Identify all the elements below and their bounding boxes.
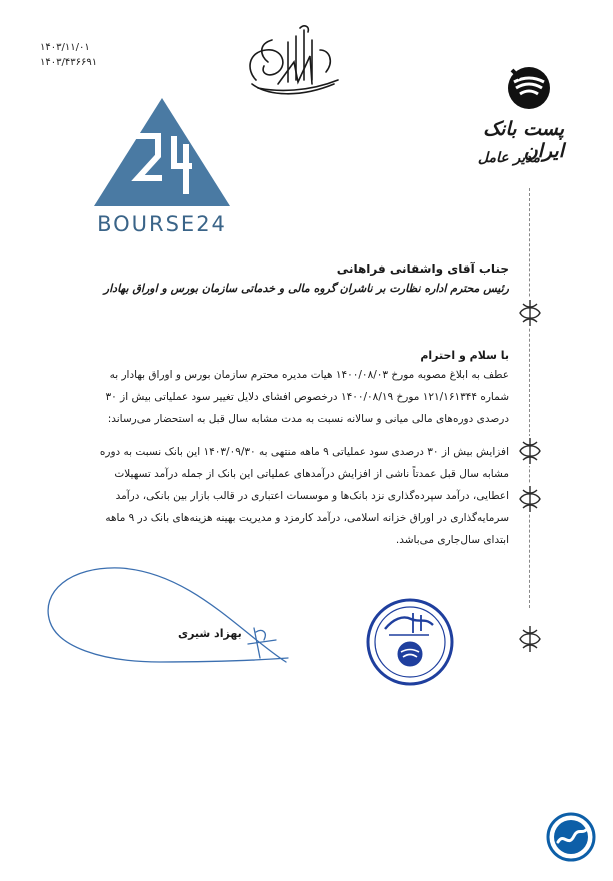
body-paragraph: عطف به ابلاغ مصوبه مورخ ۱۴۰۰/۰۸/۰۳ هیات مدیره محترم سازمان بورس و اوراق بهادار به شماره ۱۲۱/۱۶۱۳۴۴ مورخ ۱۴۰۰/۰۸/۱۹ درخصوص افشای دلایل تغییر سود عملیاتی بیش از ۳۰ درصدی دوره‌های مالی میانی و سالانه نسبت به مدت مشابه سال قبل به استحضار می‌رساند: — [105, 369, 509, 425]
official-stamp-icon — [363, 597, 457, 687]
bourse24-wordmark: BOURSE24 — [97, 212, 227, 236]
ornament-icon — [517, 624, 543, 654]
addressee-name: جناب آقای واشقانی فراهانی — [336, 262, 509, 276]
letter-number: ۱۴۰۳/۴۳۶۶۹۱ — [40, 57, 98, 68]
letter-date: ۱۴۰۳/۱۱/۰۱ — [40, 42, 90, 53]
badge-logo-icon — [546, 812, 596, 862]
sender-role: مدیر عامل — [477, 150, 540, 166]
signer-name: بهزاد شیری — [178, 627, 242, 640]
calligraphy-seal-icon — [238, 22, 350, 100]
ornament-icon — [517, 436, 543, 466]
bank-name: پست بانک ایران — [483, 118, 564, 162]
post-bank-logo-icon — [506, 64, 552, 110]
addressee-title: رئیس محترم اداره نظارت بر ناشران گروه مالی و خدماتی سازمان بورس و اوراق بهادار — [103, 282, 509, 295]
body-paragraph: افزایش بیش از ۳۰ درصدی سود عملیاتی ۹ ماهه منتهی به ۱۴۰۳/۰۹/۳۰ این بانک نسبت به دوره مشابه سال قبل عمدتاً ناشی از افزایش درآمدهای عملیاتی این بانک از جمله درآمد تسهیلات اعطایی، درآمد سپرده‌گذاری نزد بانک‌ها و موسسات اعتباری در قالب بازار بین بانکی، درآمد سرمایه‌گذاری در اوراق خزانه اسلامی، درآمد کارمزد و مدیریت بهینه هزینه‌های بانک در ۹ ماهه ابتدای سال‌جاری می‌باشد. — [99, 446, 509, 546]
greeting: با سلام و احترام — [420, 349, 509, 362]
ornament-icon — [517, 484, 543, 514]
ornament-icon — [517, 298, 543, 328]
handwritten-signature-icon — [40, 562, 290, 676]
bourse24-logo-icon — [92, 96, 232, 208]
margin-divider — [529, 188, 531, 608]
letter-reference — [40, 40, 97, 70]
